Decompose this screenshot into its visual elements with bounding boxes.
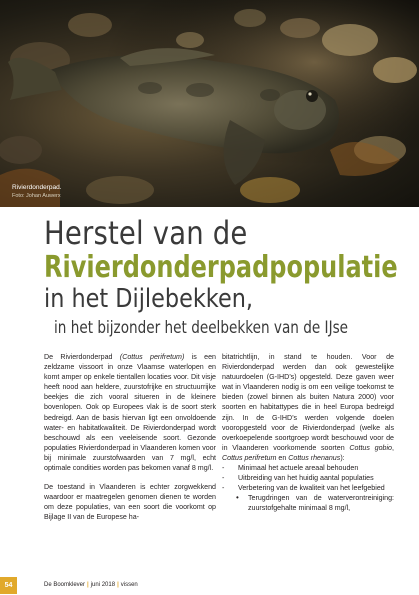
rivierdonderpad-illustration <box>0 0 419 207</box>
latin-name: Cottus gobio <box>349 443 393 452</box>
photo-caption <box>12 184 62 200</box>
article-column-left <box>44 352 216 523</box>
fish-photo <box>0 0 419 207</box>
caption-title: Rivierdonderpad. <box>12 184 62 191</box>
latin-name: Cottus rhenanus <box>288 453 341 462</box>
page-footer <box>44 582 138 588</box>
goal-item: - Uitbreiding van het huidig aantal populaties <box>222 473 394 483</box>
text-run: is een zeldzame vissoort in onze Vlaamse waterlopen en komt amper op enkele tientallen locaties voor. Dit visje heeft nood aan heldere, zuurstofrijke en structuurrijke beekjes die zich vooral situeren in de kleinere bovenlopen. Ook op Europees vlak is de soort sterk bedreigd. Aan de basis hiervan ligt een onvoldoende water- en habitatkwaliteit. De Rivierdonderpad wordt beschouwd als een veeleisende soort. Gezonde populaties Rivierdonderpad in Vlaanderen komen voor bij minimale zuurstofwaarden van 7 mg/l, echt optimale condities worden pas bekomen vanaf 8 mg/l. <box>44 353 216 473</box>
issue-date: juni 2018 <box>90 582 116 588</box>
paragraph-goals-intro <box>222 352 394 463</box>
page-number: 54 <box>0 577 17 594</box>
section-name: vissen <box>120 582 138 588</box>
goal-item: - Minimaal het actuele areaal behouden <box>222 463 394 473</box>
paragraph-intro <box>44 352 216 473</box>
sub-goal-item: • Terugdringen van de waterverontreiniging: zuurstofgehalte minimaal 8 mg/l, <box>222 493 394 513</box>
article-column-right <box>222 352 394 514</box>
latin-name: Cottus perifretum <box>222 453 277 462</box>
goals-list <box>222 463 394 513</box>
footer-separator: | <box>117 582 119 588</box>
caption-credit: Foto: Johan Auwerx <box>12 193 61 199</box>
footer-separator: | <box>87 582 89 588</box>
goal-item: - Verbetering van de kwaliteit van het leefgebied <box>222 483 394 493</box>
latin-name: (Cottus perifretum) <box>119 353 185 361</box>
headline-subtitle: in het bijzonder het deelbekken van de IJse <box>54 318 349 338</box>
headline-line-1: Herstel van de <box>44 214 248 252</box>
paragraph-status: De toestand in Vlaanderen is echter zorgwekkend waardoor er maatregelen genomen dienen te worden om deze populaties, van een soort die voorkomt op Bijlage II van de Europese ha- <box>44 483 216 522</box>
magazine-name: De Boomklever <box>44 582 86 588</box>
text-run: ): <box>340 453 345 462</box>
text-run: bitatrichtlijn, in stand te houden. Voor de Rivierdonderpad werden dan ook gewestelijke natuurdoelen (G-IHD’s) opgesteld. Deze gaven weer wat in Vlaanderen nodig is om een veilige toekomst te bieden (zowel binnen als buiten Natura 2000) voor soorten en habitattypes die in heel Europa bedreigd zijn. In de G-IHD’s werden volgende doelen vooropgesteld voor de Rivierdonderpad (welke als overkoepelende soortgroep wordt beschouwd voor de in Vlaanderen voorkomende soorten <box>222 353 394 452</box>
headline-line-3: in het Dijlebekken, <box>44 284 253 314</box>
text-run: en <box>276 453 289 462</box>
text-run: De Rivierdonderpad <box>44 353 120 361</box>
text-run: , <box>392 443 394 452</box>
headline-line-2: Rivierdonderpadpopulatie <box>44 250 398 285</box>
